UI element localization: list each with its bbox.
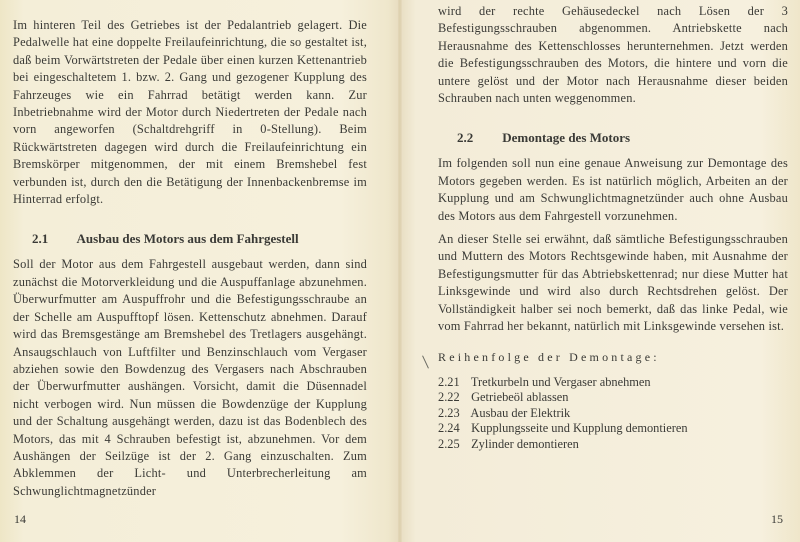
section-heading-2-1 [32,230,367,247]
list-item-number: 2.25 [438,436,460,451]
page-number-right: 15 [771,512,783,526]
list-item [438,390,788,406]
list-item-text: Getriebeöl ablassen [471,390,569,404]
right-paragraph-3: An dieser Stelle sei erwähnt, daß sämtliche Befestigungsschrauben und Muttern des Motors Rechtsgewinde haben, mit Ausnahme der Befestigungsmutter für das Abtriebskettenrad; nur diese Mutter hat Linksgewinde und wird also durch Rechtsdrehen gelöst. Der Vollständigkeit halber sei noch bemerkt, daß das linke Pedal, wie vom Fahrrad her bekannt, natürlich mit Linksgewinde versehen ist. [438,232,788,334]
list-item [438,406,788,422]
list-item-text: Zylinder demontieren [471,436,579,451]
list-item-number: 2.24 [438,421,460,435]
left-column [13,0,367,542]
list-item-number: 2.22 [438,390,460,404]
list-item-text: Tretkurbeln und Vergaser abnehmen [470,374,651,389]
section-title: Demontage des Motors [502,130,631,146]
list-item-text: Ausbau der Elektrik [470,405,571,420]
book-gutter [398,0,402,542]
list-item [438,375,788,391]
section-title: Ausbau des Motors aus dem Fahrgestell [76,231,299,247]
list-item-number: 2.21 [438,374,460,389]
list-item [438,421,788,437]
demontage-list [438,375,788,453]
right-paragraph-1: wird der rechte Gehäusedeckel nach Lösen der 3 Befestigungsschrauben abgenommen. Antriebskette nach Herausnahme des Kettenschlosses herunternehmen. Jetzt werden die Befestigungsschrauben des Motors, die hintere und vorn die untere gelöst und der Motor nach Herausnahme dieser beiden Schrauben nach unten weggenommen. [438,4,788,106]
list-item-text: Kupplungsseite und Kupplung demontieren [471,421,688,435]
right-column [438,0,788,542]
list-item [438,437,788,453]
list-title: Reihenfolge der Demontage: [438,349,660,364]
section-number: 2.2 [457,130,474,146]
section-number: 2.1 [32,231,49,247]
right-page [400,0,800,542]
left-paragraph-1: Im hinteren Teil des Getriebes ist der Pedalantrieb gelagert. Die Pedalwelle hat eine doppelte Freilaufeinrichtung, die so gestaltet ist, daß beim Vorwärtstreten der Pedale über einen kurzen Kettenantrieb bei eingeschaltetem 1. bzw. 2. Gang und gezogener Kupplung des Fahrzeuges wie ein Fahrrad betätigt werden kann. Zur Inbetriebnahme wird der Motor durch Niedertreten der Pedale nach vorn angeworfen (Schaltdrehgriff in 0-Stellung). Beim Rückwärtstreten dagegen wird durch die Freilaufeinrichtung ein Bremskörper mitgenommen, der mit einem Bremshebel fest verbunden ist, durch den die Betätigung der Innenbackenbremse im Hinterrad erfolgt. [13,18,367,207]
section-heading-2-2 [457,129,788,146]
page-number-left: 14 [14,512,26,526]
left-paragraph-2: Soll der Motor aus dem Fahrgestell ausgebaut werden, dann sind zunächst die Motorverkleidung und die Auspuffanlage abzunehmen. Überwurfmutter am Auspuffrohr und die Befestigungsschraube an der Schelle am Auspufftopf lösen. Kettenschutz abnehmen. Darauf wird das Bremsgestänge am Bremshebel des Tretlagers ausgehängt. Ansaugschlauch von Luftfilter und Benzinschlauch vom Vergaser abziehen sowie den Bowdenzug des Vergasers nach Abschrauben der Überwurfmutter aushängen. Vorsicht, damit die Düsennadel nicht verbogen wird. Nun müssen die Bowdenzüge der Kupplung und der Schaltung ausgehängt werden, dazu ist das Bodenblech des Motors, das mit 4 Schrauben befestigt ist, abzunehmen. Vor dem Aushängen der Seilzüge ist der 2. Gang einzuschalten. Zum Abklemmen der Licht- und Unterbrecherleitung am Schwunglichtmagnetzünder [13,257,367,498]
list-item-number: 2.23 [438,405,460,420]
right-paragraph-2: Im folgenden soll nun eine genaue Anweisung zur Demontage des Motors gegeben werden. Es ist natürlich möglich, Arbeiten an der Kupplung und am Schwunglichtmagnetzünder auch ohne Ausbau des Motors aus dem Fahrgestell vorzunehmen. [438,156,788,223]
